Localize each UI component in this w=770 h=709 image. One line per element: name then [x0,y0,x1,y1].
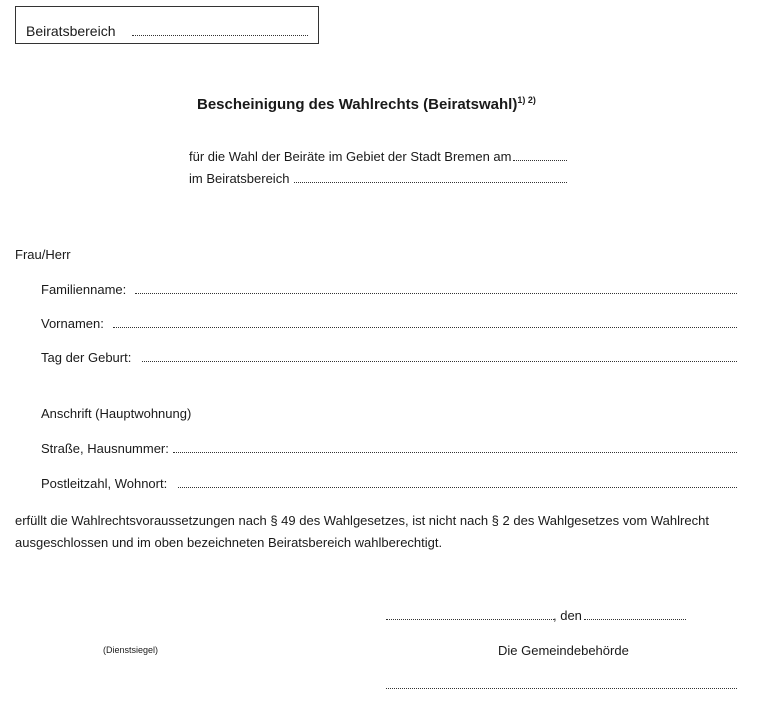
city-line[interactable] [178,487,737,488]
authority-label: Die Gemeindebehörde [498,643,629,658]
first-names-label: Vornamen: [41,316,104,331]
family-name-line[interactable] [135,293,737,294]
street-label: Straße, Hausnummer: [41,441,169,456]
city-label: Postleitzahl, Wohnort: [41,476,168,491]
birth-date-label: Tag der Geburt: [41,350,132,365]
family-name-label: Familienname: [41,282,127,297]
header-box-label: Beiratsbereich [26,23,116,39]
street-line[interactable] [173,452,737,453]
district-line[interactable] [294,182,567,183]
form-title-text: Bescheinigung des Wahlrechts (Beiratswahl) [197,96,518,113]
header-box [15,6,319,44]
place-line[interactable] [386,619,554,620]
salutation-label: Frau/Herr [15,247,71,262]
title-footnotes: 1) 2) [517,95,536,105]
birth-date-line[interactable] [142,361,737,362]
first-names-line[interactable] [113,327,737,328]
seal-label: (Dienstsiegel) [103,645,159,655]
statement-line1: erfüllt die Wahlrechtsvoraussetzungen nach § 49 des Wahlgesetzes, ist nicht nach § 2 des Wahlgesetzes vom Wahlrecht [15,513,709,528]
subtitle-line2: im Beiratsbereich [189,171,290,186]
election-date-line[interactable] [513,160,567,161]
subtitle-line1: für die Wahl der Beiräte im Gebiet der Stadt Bremen am [189,149,512,164]
date-separator: , den [553,608,582,623]
issue-date-line[interactable] [584,619,686,620]
signature-line[interactable] [386,688,737,689]
form-title [197,96,536,113]
header-box-fill-line[interactable] [132,35,308,36]
statement-line2: ausgeschlossen und im oben bezeichneten Beiratsbereich wahlberechtigt. [15,535,443,550]
address-heading: Anschrift (Hauptwohnung) [41,406,192,421]
